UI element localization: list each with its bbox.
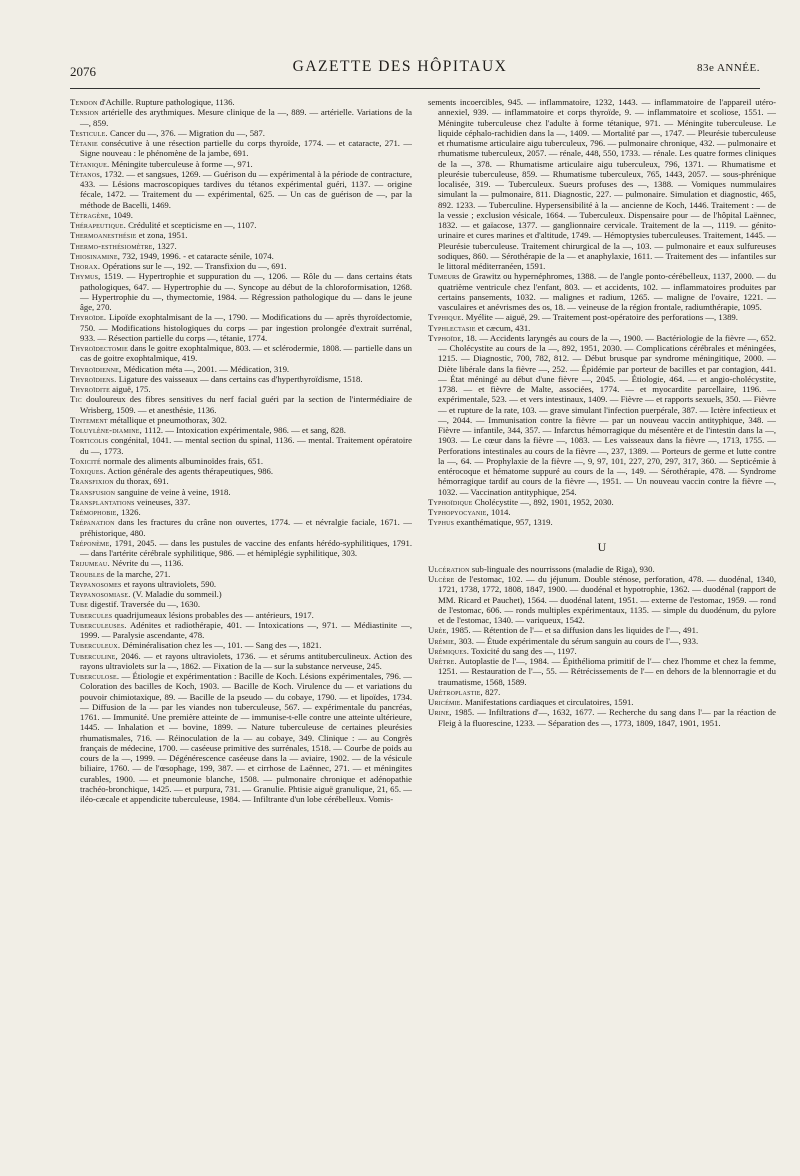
entry-headword: Trijumeau. [70,558,110,569]
entry-headword: Typhoïde, [428,332,464,343]
index-entry [70,558,412,568]
entry-headword: Urétroplastie, [428,686,483,697]
index-entry [428,507,776,517]
entry-headword: Thyroïdiens. [70,373,117,384]
entry-text: 1732. — et sangsues, 1269. — Guérison du — expérimental à la période de contracture, 433. — Lésions macroscopiques tardives du tétanos expérimental guéri, 1137. — origine fécale, 1472. — Traitement du — expérimental, 625. — Un cas de guérison de —, par la méthode de Bacelli, 1469. [80,168,412,210]
entry-headword: Typhique. [428,312,464,323]
entry-headword: Urine, [428,707,452,718]
index-entry [70,159,412,169]
index-entry [428,312,776,322]
entry-headword: Thyroïdite [70,384,110,394]
entry-text: de la marche, 271. [106,568,171,579]
index-entry [70,435,412,456]
entry-headword: Tétragène, [70,209,112,220]
entry-headword: Thymus, [70,271,101,282]
entry-text: artérielle des arythmiques. Mesure clinique de la —, 889. — artérielle. Variations de la —, 859. [80,107,412,128]
index-entry [428,497,776,507]
index-entry [428,517,776,527]
entry-headword: Thyroïdectomie [70,343,128,353]
index-entry [70,271,412,312]
entry-text: sub-linguale des nourrissons (maladie de Riga), 930. [471,563,655,574]
index-entry [70,579,412,589]
entry-headword: Thiosinamine, [70,250,121,261]
entry-headword: Transfusion [70,486,116,497]
index-entry [428,97,776,271]
index-entry [70,230,412,240]
entry-text: et rayons ultraviolets, 590. [123,578,217,589]
entry-text: dans les fractures du crâne non ouvertes, 1774. — et névralgie faciale, 1671. — préhistorique, 480. [80,517,412,538]
entry-headword: Testicule. [70,127,108,138]
entry-text: quadrijumeaux lésions probables des — antérieurs, 1917. [114,609,314,620]
running-header [40,50,760,90]
entry-headword: Urètre. [428,656,457,666]
entry-text: dans le goitre exophtalmique, 803. — et sclérodermie, 1808. — partielle dans un cas de goitre exophtalmique, 419. [80,343,412,364]
entry-text: 732, 1949, 1996. - et cataracte sénile, 1074. [122,250,274,261]
entry-headword: Tubercules [70,609,113,620]
entry-text: Lipoïde exophtalmisant de la —, 1790. — Modifications du — après thyroïdectomie, 750. — Modifications histologiques du corps — par ingestion prolongée d'extrait surrénal, 933. — Résection partielle du corps —, tétanie, 1774. [80,312,412,343]
index-entry [70,169,412,210]
index-entry [70,138,412,159]
entry-text: sanguine de veine à veine, 1918. [117,486,231,497]
entry-headword: Thyroïde. [70,312,107,323]
entry-text: 1049. [113,209,133,220]
entries-t [428,97,776,528]
entry-text: de Grawitz ou hypernéphromes, 1388. — de l'angle ponto-cérébelleux, 1137, 2000. — du quatrième ventricule chez l'enfant, 803. — et accidents, 102. — inflammatoires produites par certains pansements, 1032. — malignes et radium, 1265. — maligne de l'ovaire, 1221. — vasculaires et anévrismes des os, 18. — veineuse de la région frontale, radiumthérapie, 1095. [438,271,776,312]
entry-text: aiguë, 175. [112,384,151,394]
index-entry [428,323,776,333]
entry-headword: Torticolis [70,435,109,446]
entry-text: 1326. [121,507,141,517]
entry-text: 1519. — Hypertrophie et suppuration du —, 1206. — Rôle du — dans certains états pathologiques, 647. — Hypertrophie du —. Syncope au début de la chloroformisation, 1268. — Hypertrophie du —, thymectomie, 1984. — Régression pathologique du — dans le jeune âge, 270. [80,271,412,312]
index-entry [70,107,412,128]
entry-text: 303. — Étude expérimentale du sérum sanguin au cours de l'—, 933. [458,635,699,646]
entry-text: 2046. — et rayons ultraviolets, 1736. — et sérums antituberculineux. Action des rayons ultraviolets sur la —, 1862. — Fixation de la — sur la substance nerveuse, 245. [80,650,412,671]
index-entry [70,507,412,517]
entry-text: Toxicité du sang des —, 1197. [471,645,577,656]
index-entry [70,415,412,425]
entry-text: congénital, 1041. — mental section du spinal, 1136. — mental. Traitement opératoire du —, 1773. [80,435,412,456]
entry-headword: Thorax. [70,261,101,271]
entry-text: consécutive à une résection partielle du corps thyroïde, 1774. — et cataracte, 271. — Signe nouveau : le phénomène de la jambe, 691. [80,138,412,159]
index-entry [428,697,776,707]
entry-headword: Tension [70,107,99,118]
entry-text: du thorax, 691. [116,476,169,487]
entry-text: 1985. — Infiltrations d'—, 1632, 1677. — Recherche du sang dans l'— par la réaction de Fleig à la fluorescine, 1233. — Séparation des —, 1773, 1809, 1847, 1901, 1951. [438,707,776,728]
entry-headword: Tube [70,599,89,610]
entry-headword: Tétanos, [70,168,103,179]
entry-text: Myélite — aiguë, 29. — Traitement post-opératoire des perforations —, 1389. [465,312,738,323]
entry-headword: Typhus [428,517,455,528]
index-entry [428,687,776,697]
index-entry [70,220,412,230]
entry-text: Action générale des agents thérapeutiques, 986. [107,466,274,476]
index-entry [70,517,412,538]
entry-headword: Tuberculose. [70,671,120,681]
header-rule [70,88,760,89]
index-entry [70,487,412,497]
index-entry [70,538,412,559]
index-entry [70,210,412,220]
index-entry [70,610,412,620]
entry-text: 1112. — Intoxication expérimentale, 986. — et sang, 828. [144,425,346,435]
entry-text: Manifestations cardiaques et circulatoires, 1591. [465,697,634,707]
index-entry [70,312,412,343]
entry-text: métallique et pneumothorax, 302. [109,414,227,425]
entry-headword: Trypanosomiase. [70,589,131,599]
entry-headword: Thyroïdienne, [70,363,122,374]
entry-headword: Urémie, [428,635,457,646]
entry-headword: Tumeurs [428,271,460,282]
entry-headword: Trypanosomes [70,578,122,589]
entry-headword: Trépanation [70,517,115,528]
right-column [428,97,776,1156]
index-entry [70,394,412,415]
entry-headword: Thermo-esthésiomètre, [70,240,155,251]
index-entry [428,625,776,635]
section-letter: U [597,539,607,554]
entry-text: Déminéralisation chez les —, 101. — Sang des —, 1821. [122,640,322,651]
entry-headword: Toluylène-diamine, [70,425,142,435]
index-entry [70,620,412,641]
index-entry [428,646,776,656]
entry-headword: Transfixion [70,476,114,487]
index-entry [70,241,412,251]
entry-text: Crédulité et scepticisme en —, 1107. [128,220,257,230]
index-entry [428,574,776,625]
entry-headword: Tuberculeuses. [70,619,127,630]
entry-text: Ligature des vaisseaux — dans certains cas d'hyperthyroïdisme, 1518. [118,373,363,384]
entry-text: de l'estomac, 102. — du jéjunum. Double sténose, perforation, 478. — duodénal, 1340, 1721, 1738, 1772, 1808, 1847, 1900. — duodénal et hypotrophie, 1362. — duodénal (rapport de MM. Ricard et Pauchet), 1564. — duodénal latent, 1951. — externe de l'estomac, 1959. — rond de l'estomac, 606. — ronds multiples expérimentaux, 1135. — simple du duodénum, du pylore et de l'estomac, 1340. — variqueux, 1542. [438,574,776,625]
entry-text: Opérations sur le —, 192. — Transfixion du —, 691. [102,261,287,271]
index-entry [70,466,412,476]
index-entry [70,589,412,599]
entry-text: 1791, 2045. — dans les pustules de vaccine des enfants hérédo-syphilitiques, 1791. — dans l'artérite cérébrale syphilitique, 986. — et hémiplégie syphilitique, 303. [80,537,412,558]
entry-text: (V. Maladie du sommeil.) [132,589,222,599]
index-entry [70,651,412,672]
index-entry [70,261,412,271]
entry-text: exanthématique, 957, 1319. [456,517,553,528]
index-entry [428,636,776,646]
index-entry [428,271,776,312]
entry-headword: Tréponème, [70,537,112,548]
entry-headword: Tendon [70,97,98,107]
entry-headword: Tuberculine, [70,650,118,661]
entry-text: Méningite tuberculeuse à forme —, 971. [111,158,253,169]
page-number: 2076 [70,64,96,79]
entry-headword: Tétanique. [70,158,110,169]
entry-text: et cæcum, 431. [477,322,531,333]
entry-text: Cancer du —, 376. — Migration du —, 587. [109,127,265,138]
index-entry [428,656,776,687]
index-entry [70,671,412,804]
entry-headword: Transplantations [70,496,135,507]
entry-headword: Toxicité [70,455,101,466]
left-column [70,97,412,1156]
entry-headword: Thermoanesthésie [70,230,137,241]
entry-text: Cholécystite —, 892, 1901, 1952, 2030. [474,496,614,507]
entry-text: sements incoercibles, 945. — inflammatoire, 1232, 1443. — inflammatoire de l'appareil utéro-annexiel, 939. — inflammatoire et corps thyroïde, 9. — inflammatoire et scoliose, 1551. — Méningite tuberculeuse chez l'adulte à forme tétanique, 971. — Méningite tuberculeuse. Le liquide céphalo-rachidien dans la —, 1409. — Mortalité par —, 1747. — Pleurésie tuberculeuse et rhumatisme articulaire aigu tuberculeux, 796. — pulmonaire chronique, 432. — pulmonaire et rhumatisme tuberculeux, 2057. — rénale, 448, 550, 1733. — rénale. Les quatre formes cliniques de la —, 378. — Rhumatisme articulaire aigu tuberculeux, 796, 1371. — Rhumatisme et pleurésie tuberculeuse, 859. — Rhumatisme tuberculeux, 765, 1443, 2057. — sous-phrénique localisée, 319. — Tuberculeux. Sueurs profuses des —, 1388. — Vomiques nummulaires simulant la — pulmonaire, 811. Diagnostic, 227. — pulmonaire. Simulation et diagnostic, 465, 892. 1233. — Tuberculine. Hypersensibilité à la — ancienne de Koch, 1446. Traitement : — de la vessie ; exclusion vésicale, 1664. — Tuberculeux. Dispensaire pour — de l'hôpital Laënnec, 1832. — et gaïacose, 1377. — ganglionnaire cervicale. Traitement de la —, 1119. — génito-urinaire et cures marines et d'altitude, 1749. — Hémoptysies tuberculeuses. Traitement, 1445. — Pleurésie tuberculeuse. Traitement chirurgical de la —, 103. — pulmonaire et eaux sulfureuses sodiques, 860. — Sérothérapie de la — et anaphylaxie, 1611. — Traitement des — infantiles sur le littoral méditerranéen, 1591. [428,97,776,271]
index-entry [70,97,412,107]
index-entry [70,640,412,650]
entry-headword: Uricémie. [428,697,463,707]
entry-text: — Étiologie et expérimentation : Bacille de Koch. Lésions expérimentales, 796. — Coloration des bacilles de Koch, 1903. — Bacille de Koch. Virulence du — et variations du pouvoir chimiotaxique, 89. — Bacille de la pseudo — du cobaye, 1790. — et lipoïdes, 1734. — Diffusion de la — par les viandes non tuberculeuse, 567. — expérimentale du pancréas, 1761. — Immunité. Une première atteinte de — immunise-t-elle contre une atteinte ultérieure, 1445. — Inhalation et — bovine, 1899. — Nature tuberculeuse de certaines pleurésies rhumatismales, 716. — Réinoculation de la — au cobaye, 349. Clinique : — au Congrès français de médecine, 1700. — caséeuse primitive des surrénales, 1518. — Courbe de poids au cours de la —, 1999. — Dégénérescence caséeuse dans la — aviaire, 1902. — de la vésicule biliaire, 1760. — de l'œsophage, 199, 387. — et cirrhose de Laënnec, 271. — et méningites curables, 1900. — et pneumonie blanche, 1508. — pulmonaire chronique et adénopathie trachéo-bronchique, 1425. — et purpura, 731. — Granulie. Phtisie aiguë granulique, 21, 65. — iléo-cæcale et appendicite tuberculeuse, 1984. — Infiltrante d'un lobe cérébelleux. Vomis- [80,671,412,804]
entry-text: digestif. Traversée du —, 1630. [90,599,201,610]
index-entry [70,374,412,384]
index-entry [70,476,412,486]
volume-label: 83e ANNÉE. [696,62,760,74]
entry-headword: Toxiques. [70,466,106,476]
index-entry [70,599,412,609]
index-entry [70,251,412,261]
entry-text: Adénites et radiothérapie, 401. — Intoxications —, 971. — Médiastinite —, 1999. — Paralysie ascendante, 478. [80,619,412,640]
index-entry [70,343,412,364]
entry-headword: Tic [70,394,82,405]
entry-text: veineuses, 337. [136,496,191,507]
entry-headword: Tétanie [70,138,98,148]
entry-headword: Trémophobie, [70,507,119,517]
entry-text: et zona, 1951. [138,230,188,241]
index-entry [428,707,776,728]
entry-text: douloureux des fibres sensitives du nerf facial guéri par la section de l'intermédiaire de Wrisberg, 1509. — et anesthésie, 1136. [80,394,412,415]
entry-headword: Ulcère [428,574,455,584]
entry-text: 827. [485,686,501,697]
entry-headword: Typhoïdique [428,496,473,507]
entry-headword: Troubles [70,568,105,579]
entry-headword: Urée, [428,625,449,636]
entry-headword: Tuberculeux. [70,640,121,651]
entry-text: 1327. [157,240,177,251]
entries-u [428,564,776,728]
entry-text: 1014. [491,507,511,517]
entry-headword: Typhopyocyanie, [428,507,489,517]
index-entry [70,425,412,435]
entry-headword: Urémiques. [428,645,470,656]
entry-text: Autoplastie de l'—, 1984. — Épithélioma primitif de l'— chez l'homme et chez la femme, 1251. — Restauration de l'—, 55. — Rétrécissements de l'— en dehors de la blennorragie et du traumatisme, 1568, 1589. [438,656,776,687]
index-entry [70,456,412,466]
index-entry [428,333,776,497]
entry-text: Médication méta —, 2001. — Médication, 319. [123,363,290,374]
entry-headword: Thérapeutique. [70,220,126,230]
index-entry [70,497,412,507]
index-entry [70,128,412,138]
entry-headword: Tintement [70,414,108,425]
entry-headword: Typhlectasie [428,322,476,333]
entry-text: 18. — Accidents laryngés au cours de la —, 1900. — Bactériologie de la fièvre —, 652. — Cholécystite au cours de la —, 892, 1951, 2030. — Complications cérébrales et méningées, 1215. — Diagnostic, 700, 782, 812. — Début brusque par syndrome méningitique, 2000. — Diète libérale dans la fièvre —, 252. — Épidémie par porteur de bacilles et par contagion, 441. — État méningé au début d'une fièvre —, 2045. — Étiologie, 464. — et angio-cholécystite, 1738. — et fièvre de Malte, associées, 1774. — et myocardite parcellaire, 1196. — expérimentale, 523. — et vers intestinaux, 1409. — Fièvre — et rapports sexuels, 350. — Fièvre — et rupture de la rate, 103. — grave simulant l'infection puerpérale, 387. — Ictère infectieux et —, 2044. — Immunisation contre la fièvre — par un nouveau vaccin antityphique, 348. — Fièvre — infantile, 344, 357. — Infarctus hémorragique du mésentère et de l'intestin dans la —, 1903. — Le cœur dans la fièvre —, 1083. — Les vaisseaux dans la fièvre —, 1713, 1755. — Perforations intestinales au cours de la fièvre —, 237, 1389. — Porteurs de germe et lutte contre la —, 64. — Prophylaxie de la fièvre —, 9, 97, 101, 227, 270, 297, 317, 360. — Septicémie à entérocoque et hématome suppuré au cours de la —, 149. — Sérothérapie, 478. — Syndrome hémorragique tardif au cours de la fièvre —, 1951. — Un nouveau vaccin contre la fièvre —, 1032. — Vaccination antityphique, 254. [438,332,776,497]
entry-text: normale des aliments albuminoïdes frais, 651. [103,455,264,466]
index-entry [70,569,412,579]
entry-text: 1985. — Rétention de l'— et sa diffusion dans les liquides de l'—, 491. [450,625,699,636]
index-entry [70,384,412,394]
journal-title: GAZETTE DES HÔPITAUX [292,58,508,75]
entry-text: Névrite du —, 1136. [111,558,184,569]
entry-text: d'Achille. Rupture pathologique, 1136. [99,97,235,107]
index-entry [70,364,412,374]
entry-headword: Ulcération [428,563,470,574]
index-entry [428,564,776,574]
